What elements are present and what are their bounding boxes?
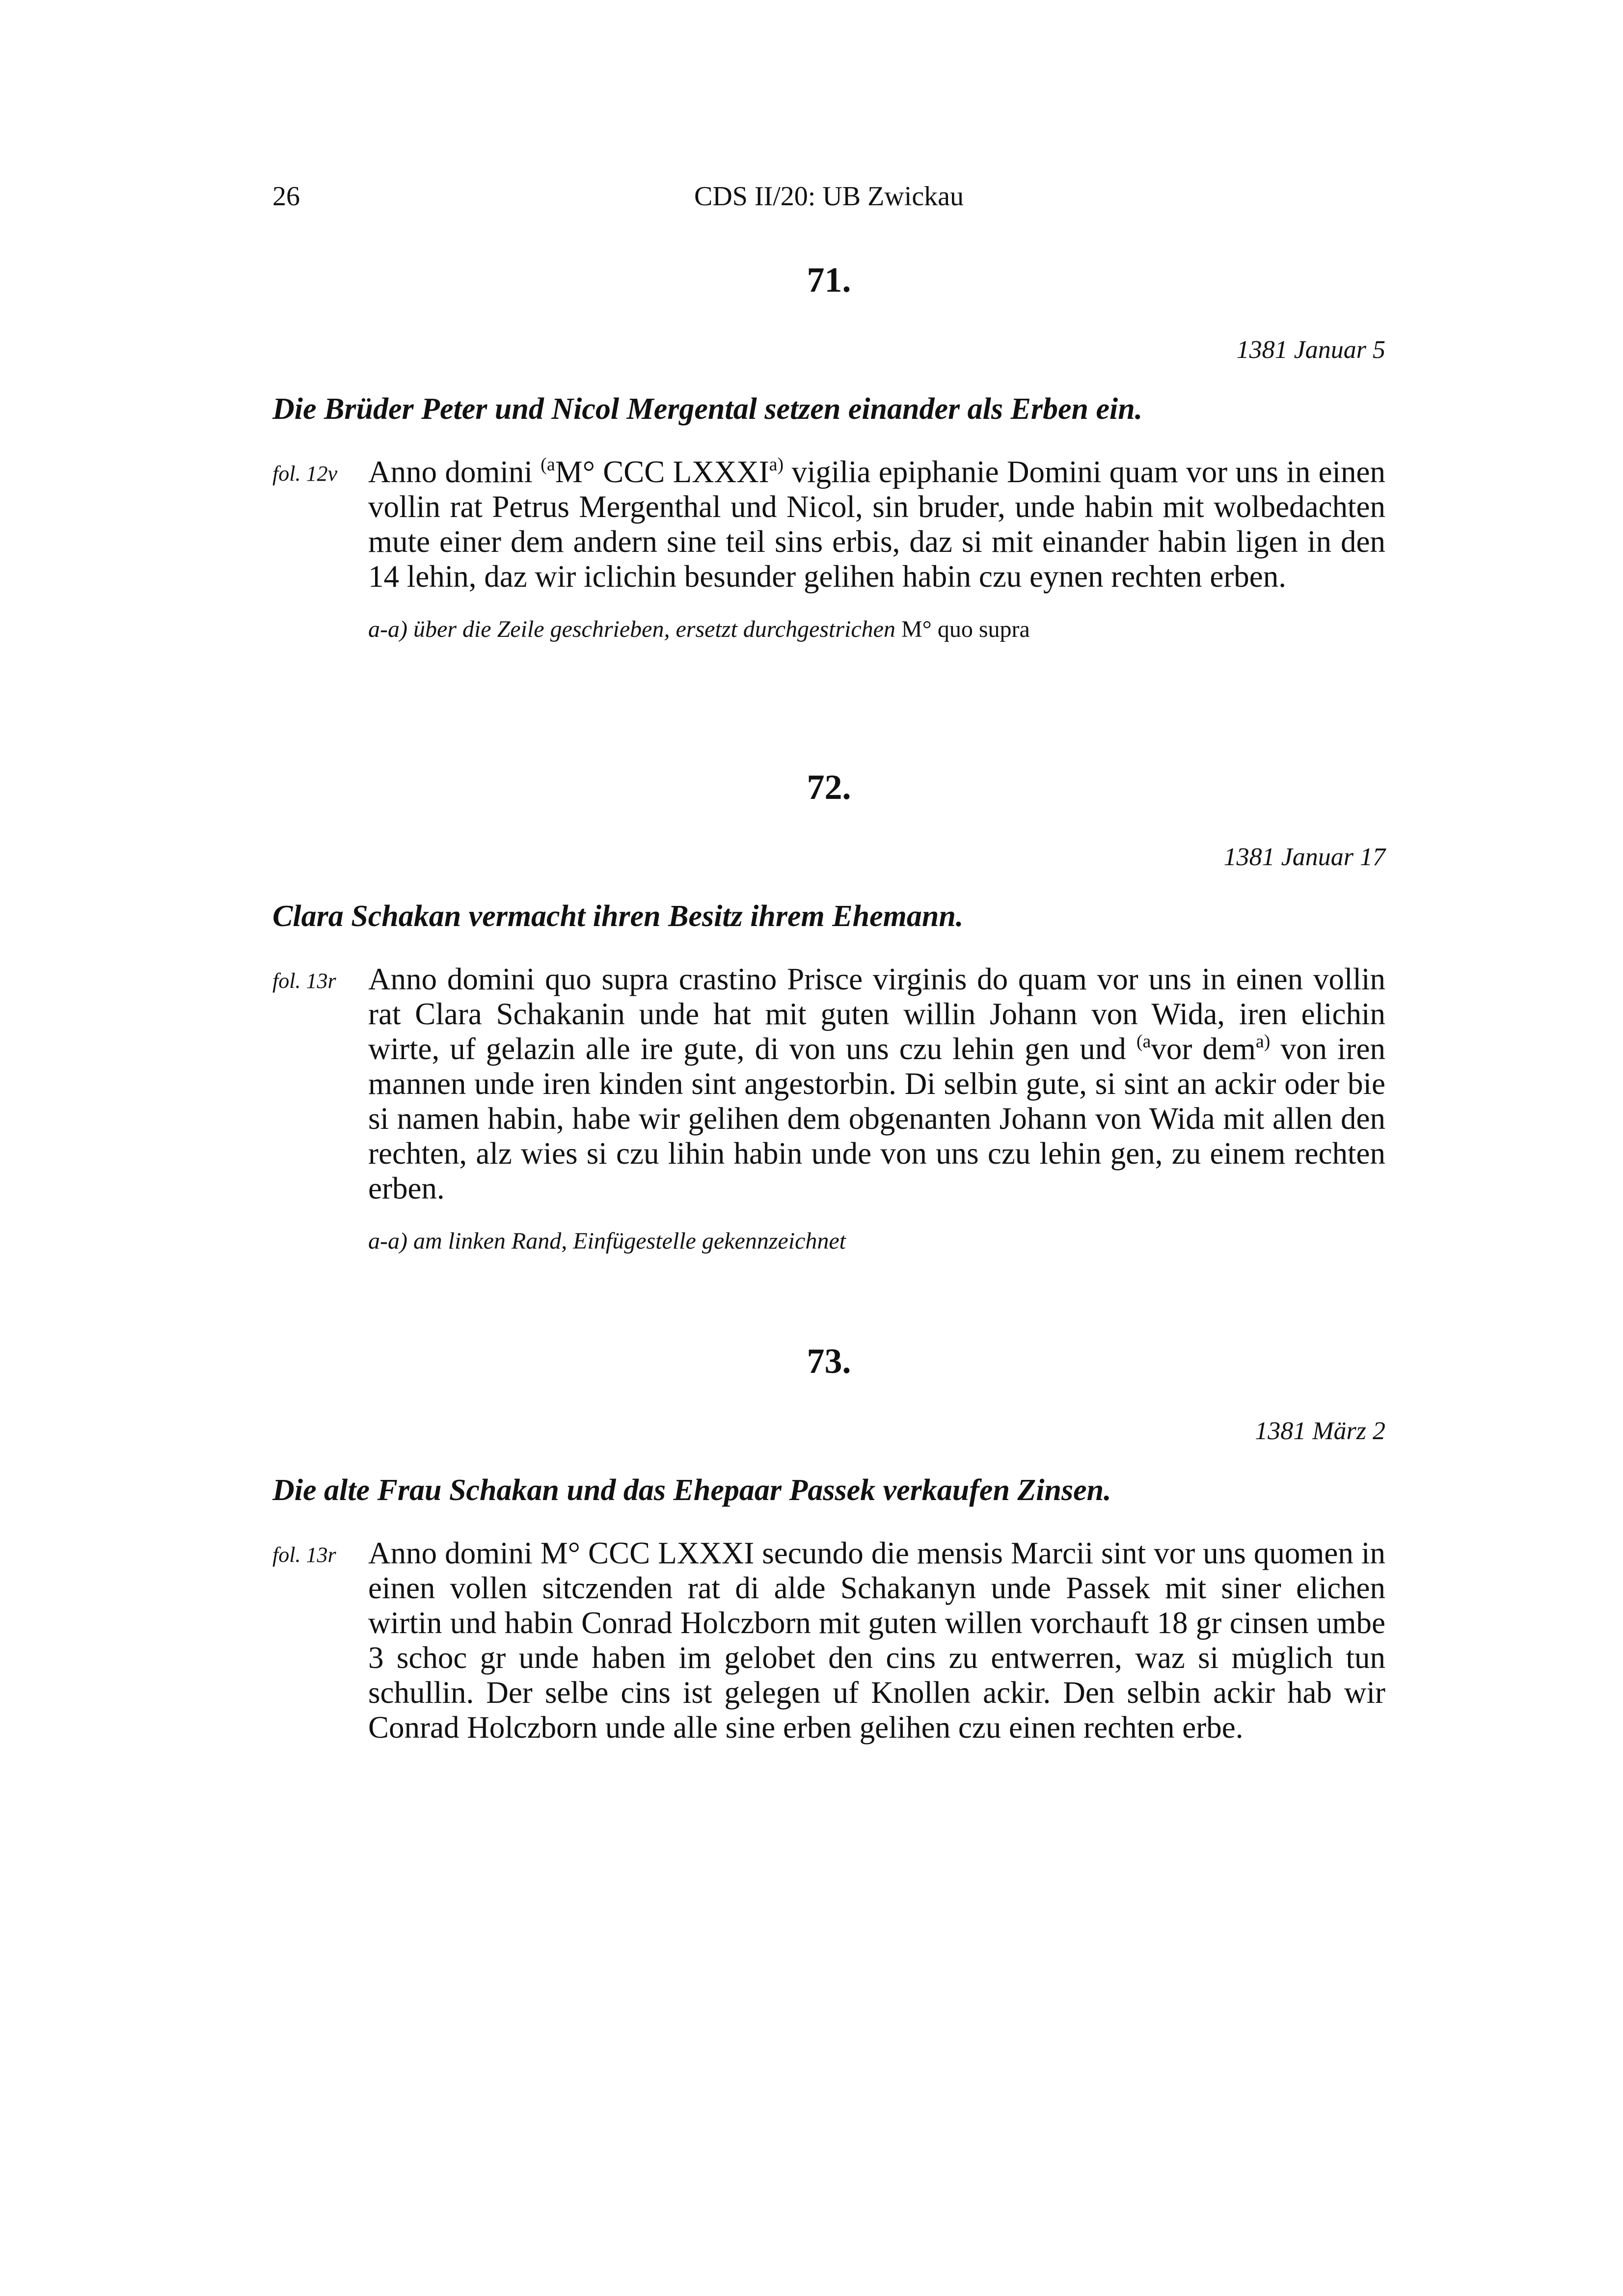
footnote: a-a) über die Zeile geschrieben, ersetzt durchgestrichen M° quo supra bbox=[368, 616, 1030, 642]
page-number: 26 bbox=[272, 181, 300, 212]
running-title: CDS II/20: UB Zwickau bbox=[694, 181, 964, 212]
entry-number: 73. bbox=[807, 1341, 851, 1381]
entry-text: Anno domini quo supra crastino Prisce virginis do quam vor uns in einen vollin rat Clara Schakanin unde hat mit guten willin Johann von Wida, iren elichin wirte, uf gelazin alle ire gute, di von uns czu lehin gen und $^{(a}$vor dem$^{a)}$ von iren mannen unde iren kinden sint angestorbin. Di selbin gute, si sint an ackir oder bie si namen habin, habe wir gelihen dem obgenanten Johann von Wida mit allen den rechten, alz wies si czu lihin habin unde von uns czu lehin gen, zu einem rechten erben. bbox=[368, 962, 1385, 1205]
footnote-marker: a) bbox=[1255, 1031, 1271, 1052]
entry-73 bbox=[272, 1337, 1385, 1745]
folio-reference: fol. 13r bbox=[272, 1543, 336, 1567]
footnote: a-a) am linken Rand, Einfügestelle gekennzeichnet bbox=[368, 1228, 846, 1254]
footnote-marker: a) bbox=[769, 454, 784, 475]
footnote-marker: (a bbox=[541, 454, 555, 475]
footnote-marker: (a bbox=[1136, 1031, 1151, 1052]
folio-reference: fol. 12v bbox=[272, 462, 337, 486]
entry-71 bbox=[272, 255, 1385, 645]
page-header bbox=[272, 177, 1385, 216]
entry-text: Anno domini $^{(a}$M° CCC LXXXI$^{a)}$ vigilia epiphanie Domini quam vor uns in einen vollin rat Petrus Mergenthal und Nicol, sin bruder, unde habin mit wolbedachten mute einer dem andern sine teil sins erbis, daz si mit einander habin ligen in den 14 lehin, daz wir iclichin besunder gelihen habin czu eynen rechten erben. bbox=[368, 454, 1386, 594]
entry-title: Die alte Frau Schakan und das Ehepaar Passek verkaufen Zinsen. bbox=[272, 1474, 1111, 1507]
entry-title: Clara Schakan vermacht ihren Besitz ihrem Ehemann. bbox=[272, 900, 964, 933]
entry-title: Die Brüder Peter und Nicol Mergental setzen einander als Erben ein. bbox=[272, 392, 1143, 426]
entry-number: 72. bbox=[807, 767, 851, 807]
entry-body bbox=[272, 1536, 1385, 1745]
entry-date: 1381 Januar 17 bbox=[1223, 843, 1385, 871]
folio-reference: fol. 13r bbox=[272, 969, 336, 993]
entry-number: 71. bbox=[807, 260, 851, 300]
entry-body bbox=[272, 455, 1385, 594]
entry-date: 1381 März 2 bbox=[1255, 1417, 1385, 1445]
entry-text: Anno domini M° CCC LXXXI secundo die mensis Marcii sint vor uns quomen in einen vollen sitczenden rat di alde Schakanyn unde Passek mit siner elichen wirtin und habin Conrad Holczborn mit guten willen vorchauft 18 gr cinsen umbe 3 schoc gr unde haben im gelobet den cins zu entwerren, waz si mu̇glich tun schullin. Der selbe cins ist gelegen uf Knollen ackir. Den selbin ackir hab wir Conrad Holczborn unde alle sine erben gelihen czu einen rechten erbe. bbox=[368, 1536, 1385, 1745]
entry-date: 1381 Januar 5 bbox=[1236, 336, 1385, 364]
entry-72 bbox=[272, 763, 1385, 1257]
entry-body bbox=[272, 962, 1385, 1206]
